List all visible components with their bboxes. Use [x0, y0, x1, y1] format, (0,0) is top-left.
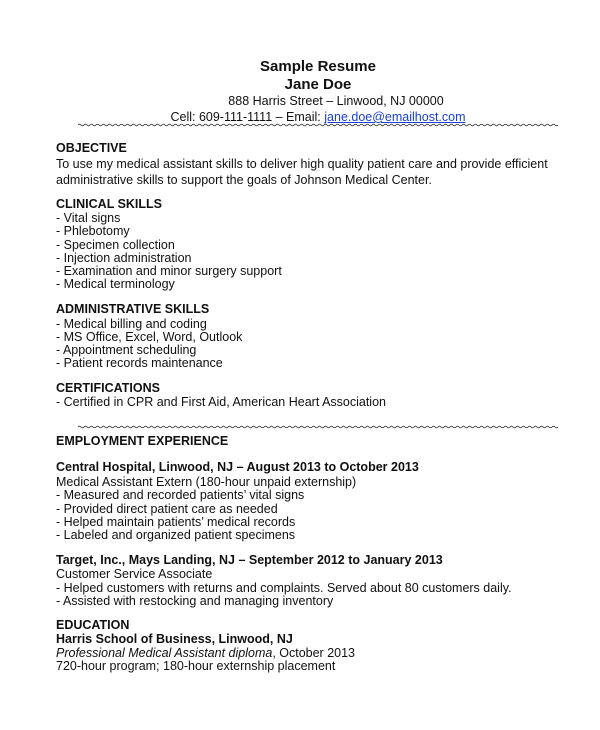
clinical-skill-item: - Specimen collection — [56, 238, 175, 252]
school-name: Harris School of Business, Linwood, NJ — [56, 632, 293, 646]
objective-heading: OBJECTIVE — [56, 141, 127, 155]
resume-header — [0, 57, 600, 125]
diploma-name: Professional Medical Assistant diploma — [56, 646, 273, 660]
job-title: Central Hospital, Linwood, NJ – August 2013 to October 2013 — [56, 460, 419, 474]
diploma-date: , October 2013 — [272, 646, 356, 660]
job-role: Customer Service Associate — [56, 567, 213, 581]
divider-employment — [78, 424, 558, 430]
clinical-skill-item: - Examination and minor surgery support — [56, 264, 282, 278]
administrative-skill-item: - MS Office, Excel, Word, Outlook — [56, 330, 243, 344]
job-duty: - Labeled and organized patient specimens — [56, 528, 296, 542]
job-title: Target, Inc., Mays Landing, NJ – September 2012 to January 2013 — [56, 553, 443, 567]
clinical-skill-item: - Medical terminology — [56, 277, 175, 291]
clinical-skill-item: - Injection administration — [56, 251, 192, 265]
job-duty: - Helped maintain patients’ medical records — [56, 515, 296, 529]
clinical-skills-heading: CLINICAL SKILLS — [56, 197, 163, 211]
certification-item: - Certified in CPR and First Aid, American Heart Association — [56, 395, 386, 409]
education-heading: EDUCATION — [56, 618, 130, 632]
objective-line: administrative skills to support the goals of Johnson Medical Center. — [56, 173, 432, 187]
administrative-skills-heading: ADMINISTRATIVE SKILLS — [56, 302, 210, 316]
certifications-heading: CERTIFICATIONS — [56, 381, 160, 395]
job-duty: - Assisted with restocking and managing inventory — [56, 594, 334, 608]
administrative-skill-item: - Patient records maintenance — [56, 356, 223, 370]
job-duty: - Helped customers with returns and complaints. Served about 80 customers daily. — [56, 581, 512, 595]
document-title: Sample Resume — [260, 58, 376, 75]
job-duty: - Provided direct patient care as needed — [56, 502, 278, 516]
objective-line: To use my medical assistant skills to deliver high quality patient care and provide efficient — [56, 157, 548, 171]
candidate-name: Jane Doe — [284, 76, 352, 93]
address-line: 888 Harris Street – Linwood, NJ 00000 — [228, 94, 444, 108]
program-line: 720-hour program; 180-hour externship placement — [56, 659, 336, 673]
employment-heading: EMPLOYMENT EXPERIENCE — [56, 434, 229, 448]
administrative-skill-item: - Appointment scheduling — [56, 343, 197, 357]
contact-prefix: Cell: 609-111-1111 – Email: — [170, 110, 325, 124]
divider-top — [78, 122, 558, 128]
clinical-skill-item: - Vital signs — [56, 211, 121, 225]
administrative-skill-item: - Medical billing and coding — [56, 317, 207, 331]
email-link[interactable]: jane.doe@emailhost.com — [324, 110, 466, 124]
clinical-skill-item: - Phlebotomy — [56, 224, 130, 238]
job-duty: - Measured and recorded patients’ vital signs — [56, 488, 305, 502]
job-role: Medical Assistant Extern (180-hour unpaid externship) — [56, 475, 357, 489]
